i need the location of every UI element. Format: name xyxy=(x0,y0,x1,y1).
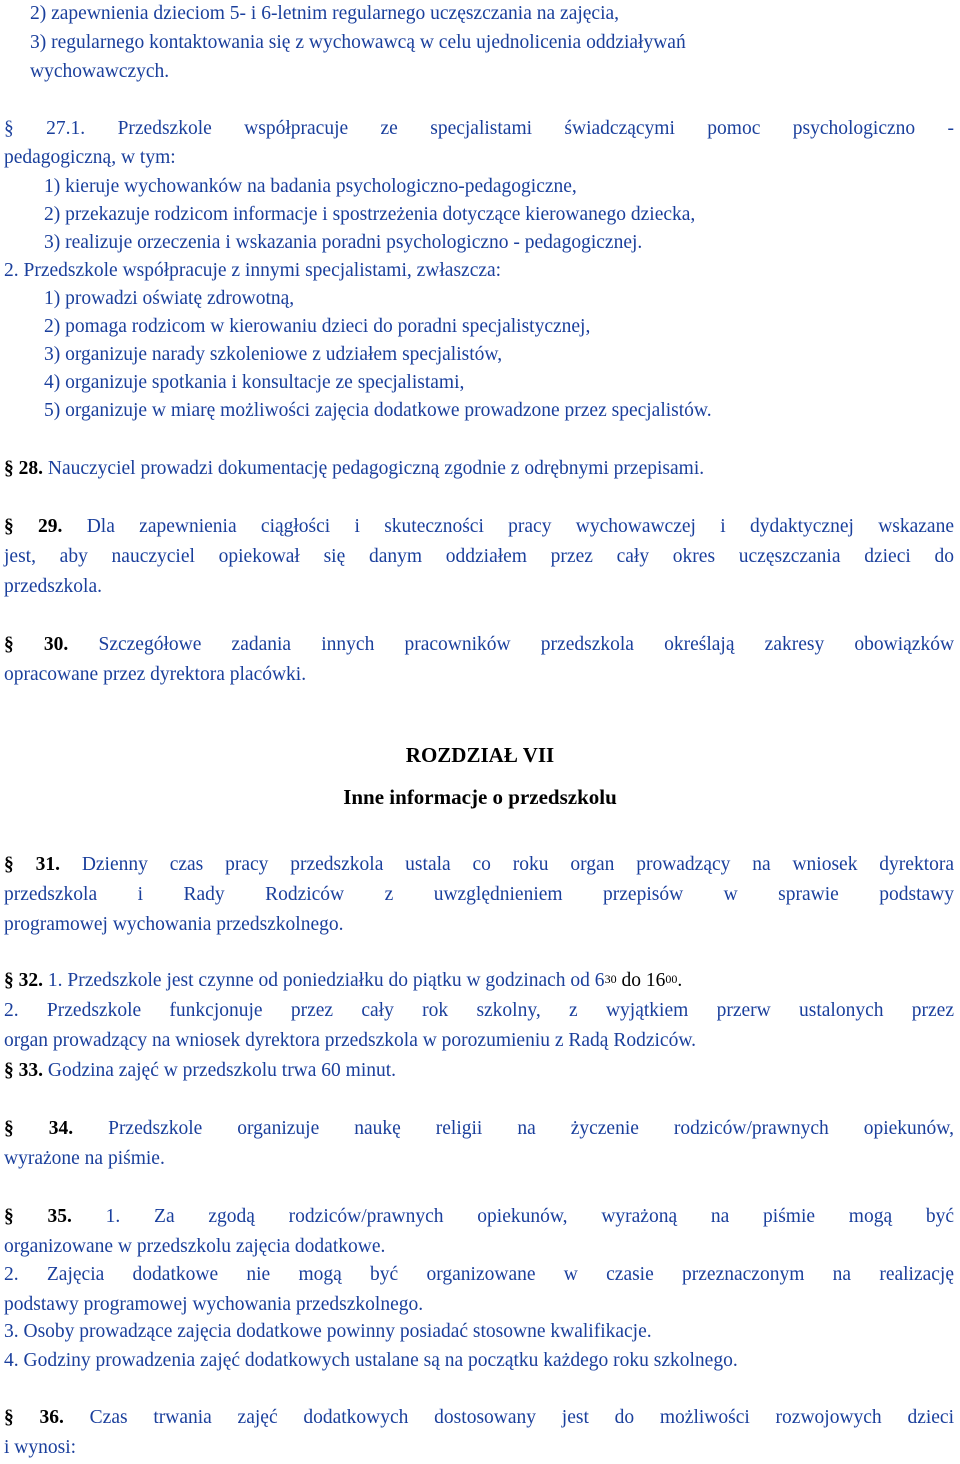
paragraph-number: § 31. xyxy=(4,854,60,875)
paragraph-number: § 33. xyxy=(4,1060,43,1081)
paragraph-line: programowej wychowania przedszkolnego. xyxy=(4,914,344,935)
paragraph-number: § 34. xyxy=(4,1118,74,1139)
paragraph-32-1: § 32. 1. Przedszkole jest czynne od poniedziałku do piątku w godzinach od $6^{30}$ do $16^{00}$. xyxy=(4,970,683,991)
list-item: 3) realizuje orzeczenia i wskazania poradni psychologiczno - pedagogicznej. xyxy=(44,232,643,253)
paragraph-line: pedagogiczną, w tym: xyxy=(4,147,176,168)
paragraph-35-1: § 35. 1. Za zgodą rodziców/prawnych opiekunów, wyrażoną na piśmie mogą być xyxy=(4,1206,955,1227)
paragraph-33: § 33. Godzina zajęć w przedszkolu trwa 60 minut. xyxy=(4,1060,397,1081)
list-item: 1) prowadzi oświatę zdrowotną, xyxy=(44,288,295,309)
paragraph-32-2: 2. Przedszkole funkcjonuje przez cały rok szkolny, z wyjątkiem przerw ustalonych przez xyxy=(4,1000,954,1021)
paragraph-number: § 35. xyxy=(4,1206,72,1227)
paragraph-number: § 32. xyxy=(4,970,43,991)
paragraph-line: przedszkola. xyxy=(4,576,102,597)
chapter-title: Inne informacje o przedszkolu xyxy=(343,785,617,809)
paragraph-35-3: 3. Osoby prowadzące zajęcia dodatkowe powinny posiadać stosowne kwalifikacje. xyxy=(4,1321,652,1342)
list-item: 3) regularnego kontaktowania się z wychowawcą w celu ujednolicenia oddziaływań xyxy=(30,32,686,53)
paragraph-27-2: 2. Przedszkole współpracuje z innymi specjalistami, zwłaszcza: xyxy=(4,260,502,281)
list-item: 2) zapewnienia dzieciom 5- i 6-letnim regularnego uczęszczania na zajęcia, xyxy=(30,3,620,24)
paragraph-number: § 28. xyxy=(4,458,43,479)
paragraph-34: § 34. Przedszkole organizuje naukę religii na życzenie rodziców/prawnych opiekunów, xyxy=(4,1118,954,1139)
paragraph-line: opracowane przez dyrektora placówki. xyxy=(4,664,307,685)
paragraph-line: i wynosi: xyxy=(4,1437,77,1458)
chapter-heading: ROZDZIAŁ VII xyxy=(405,743,555,767)
paragraph-36: § 36. Czas trwania zajęć dodatkowych dostosowany jest do możliwości rozwojowych dzieci xyxy=(4,1407,954,1428)
list-item: 5) organizuje w miarę możliwości zajęcia dodatkowe prowadzone przez specjalistów. xyxy=(44,400,712,421)
paragraph-27-1: § 27.1. Przedszkole współpracuje ze specjalistami świadczącymi pomoc psychologiczno - xyxy=(4,118,955,139)
paragraph-line: podstawy programowej wychowania przedszkolnego. xyxy=(4,1294,424,1315)
list-item: 3) organizuje narady szkoleniowe z udziałem specjalistów, xyxy=(44,344,503,365)
paragraph-line: przedszkola i Rady Rodziców z uwzględnieniem przepisów w sprawie podstawy xyxy=(4,884,954,905)
list-item-continuation: wychowawczych. xyxy=(30,61,170,82)
paragraph-number: § 27.1. xyxy=(4,118,86,139)
paragraph-35-4: 4. Godziny prowadzenia zajęć dodatkowych ustalane są na początku każdego roku szkolnego. xyxy=(4,1350,738,1371)
list-item: 1) kieruje wychowanków na badania psychologiczno-pedagogiczne, xyxy=(44,176,577,197)
paragraph-number: § 30. xyxy=(4,634,69,655)
paragraph-number: § 29. xyxy=(4,516,63,537)
paragraph-line: organizowane w przedszkolu zajęcia dodatkowe. xyxy=(4,1236,386,1257)
list-item: 4) organizuje spotkania i konsultacje ze specjalistami, xyxy=(44,372,465,393)
paragraph-31: § 31. Dzienny czas pracy przedszkola ustala co roku organ prowadzący na wniosek dyrektora xyxy=(4,854,955,875)
paragraph-29: § 29. Dla zapewnienia ciągłości i skuteczności pracy wychowawczej i dydaktycznej wskazane xyxy=(4,516,954,537)
list-item: 2) pomaga rodzicom w kierowaniu dzieci do poradni specjalistycznej, xyxy=(44,316,591,337)
paragraph-35-2: 2. Zajęcia dodatkowe nie mogą być organizowane w czasie przeznaczonym na realizację xyxy=(4,1264,954,1285)
paragraph-line: wyrażone na piśmie. xyxy=(4,1148,165,1169)
list-item: 2) przekazuje rodzicom informacje i spostrzeżenia dotyczące kierowanego dziecka, xyxy=(44,204,696,225)
paragraph-28: § 28. Nauczyciel prowadzi dokumentację pedagogiczną zgodnie z odrębnymi przepisami. xyxy=(4,458,705,479)
paragraph-line: organ prowadzący na wniosek dyrektora przedszkola w porozumieniu z Radą Rodziców. xyxy=(4,1030,697,1051)
paragraph-30: § 30. Szczegółowe zadania innych pracowników przedszkola określają zakresy obowiązków xyxy=(4,634,955,655)
paragraph-number: § 36. xyxy=(4,1407,64,1428)
paragraph-line: jest, aby nauczyciel opiekował się danym oddziałem przez cały okres uczęszczania dzieci do xyxy=(4,546,954,567)
